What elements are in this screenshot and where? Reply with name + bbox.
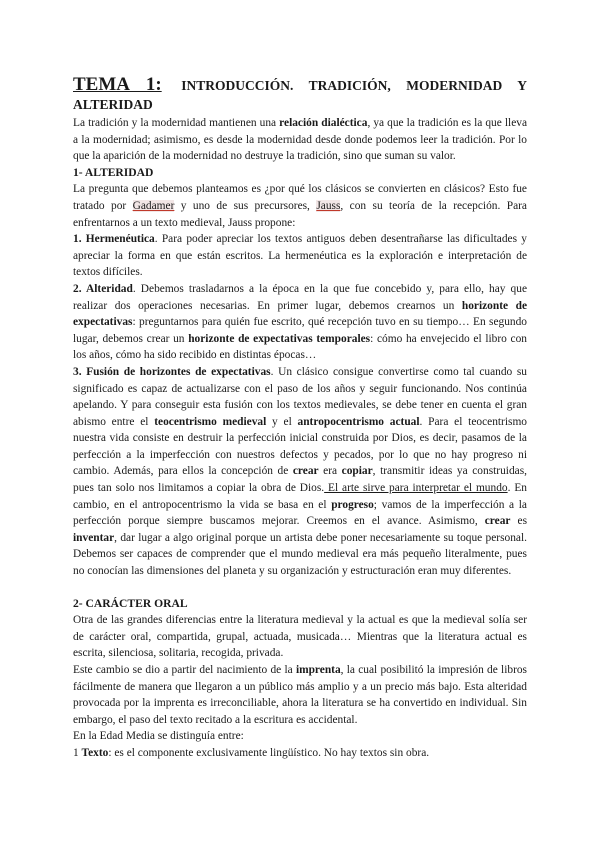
- title-line-2: ALTERIDAD: [73, 97, 153, 112]
- s2p2-text: Este cambio se dio a partir del nacimiento de la: [73, 664, 296, 676]
- intro-paragraph: [73, 115, 527, 165]
- item-1-label: 1. Hermenéutica: [73, 233, 155, 246]
- item-2-label: 2. Alteridad: [73, 282, 133, 295]
- gadamer-link: Gadamer: [132, 199, 175, 212]
- item-2-bold-1: horizonte de expectativas: [73, 299, 527, 329]
- item-3-text-c: y el: [266, 415, 298, 428]
- item-alteridad: [73, 281, 527, 364]
- section-2-paragraph-1: Otra de las grandes diferencias entre la literatura medieval y la actual es que la medieval solía ser de carácter oral, compartida, grupal, actuada, musicada… Mientras que la literatura actual es escrita, silenciosa, solitaria, recogida, privada.: [73, 614, 527, 660]
- s2p4-num: 1: [73, 746, 82, 759]
- item-3-bold-n: crear: [484, 515, 511, 528]
- item-fusion: [73, 364, 527, 580]
- item-3-text-q: , dar lugar a algo original porque un artista debe poner necesariamente su toque personal. Debemos ser capaces de comprender que el mundo medieval era más pequeño literalmente, pues no conocían las dimensiones del planeta y su organización y estructuración eran muy diferentes.: [73, 531, 527, 578]
- s2p2-text-2: , la cual posibilitó la impresión de libros fácilmente de manera que llegaron a un público más amplio y a un precio más bajo. Esta alteridad provocada por la imprenta es irreconciliable, ahora la literatura se ha convertido en individual. Sin embargo, el paso del texto recitado a la escritura es accidental.: [73, 664, 527, 726]
- title-line-1: INTRODUCCIÓN. TRADICIÓN, MODERNIDAD Y: [181, 78, 527, 93]
- item-3-text-g: era: [318, 465, 342, 478]
- s2p4-bold: Texto: [81, 746, 109, 759]
- s1p1-text: La pregunta que debemos planteamos es ¿por qué los clásicos se convierten en clásicos? Esto fue tratado por: [73, 183, 527, 212]
- section-2-heading: 2- CARÁCTER ORAL: [73, 596, 188, 610]
- section-2-paragraph-3: En la Edad Media se distinguía entre:: [73, 730, 244, 743]
- item-3-underlined: El arte sirve para interpretar el mundo: [324, 482, 508, 495]
- item-2-text-2: : preguntarnos para quién fue escrito, qué recepción tuvo en su tiempo… En segundo lugar, debemos crear un: [73, 316, 527, 345]
- intro-bold: relación dialéctica: [279, 117, 368, 129]
- section-1-heading: 1- ALTERIDAD: [73, 165, 154, 179]
- item-3-bold-f: crear: [292, 465, 319, 478]
- item-3-bold-b: teocentrismo medieval: [154, 415, 267, 428]
- item-2-bold-2: horizonte de expectativas temporales: [188, 332, 371, 345]
- document-page: [73, 76, 527, 762]
- s2p2-bold: imprenta: [295, 664, 341, 676]
- item-3-text-e: . Para el teocentrismo nuestra vida consiste en destruir la perfección inicial construida por Dios, es decir, pasamos de la perfección a la imperfección con nuestros defectos y pecados, por lo que no hay progreso ni cambio. Además, para ellos la concepción de: [73, 415, 528, 478]
- section-1-paragraph: [73, 181, 527, 231]
- section-gap: [73, 580, 527, 596]
- item-3-bold-p: inventar: [73, 531, 115, 544]
- section-2-paragraph-4: [73, 745, 527, 762]
- item-1-text: . Para poder apreciar los textos antiguos deben desentrañarse las dificultades y apreciar la forma en que están escritos. La hermenéutica es la exploración e interpretación de textos difíciles.: [73, 233, 527, 279]
- item-3-text-a: . Un clásico consigue convertirse como tal cuando su significado es capaz de actualizarse con el paso de los años y seguir funcionando. Nos continúa apelando. Y para conseguir esta fusión con los textos medievales, se debe tener en cuenta el gran abismo entre el: [73, 365, 527, 428]
- s1p1-text-2: y uno de sus precursores,: [174, 199, 317, 212]
- item-3-bold-l: progreso: [331, 498, 374, 511]
- intro-text-2: , ya que la tradición es la que lleva a la modernidad; asimismo, es desde la modernidad desde donde podemos leer la tradición. Por lo que la aparición de la modernidad no destruye la tradición, sino que suman su valor.: [73, 117, 527, 163]
- intro-text: La tradición y la modernidad mantienen una: [73, 117, 280, 129]
- item-3-bold-h: copiar: [341, 465, 373, 478]
- title-tema: TEMA 1:: [73, 74, 162, 95]
- item-hermeneutica: [73, 231, 527, 281]
- s1p1-text-3: , con su teoría de la recepción. Para enfrentarnos a un texto medieval, Jauss propone:: [73, 199, 527, 229]
- item-3-label: 3. Fusión de horizontes de expectativas: [73, 365, 271, 378]
- item-2-text: . Debemos trasladarnos a la época en la que fue concebido y, para ello, hay que realizar dos operaciones necesarias. En primer lugar, debemos crearnos un: [73, 282, 527, 312]
- s2p4-text: : es el componente exclusivamente lingüístico. No hay textos sin obra.: [108, 746, 430, 759]
- page-title: [73, 76, 527, 94]
- item-3-text-k: . En cambio, en el antropocentrismo la vida se basa en el: [73, 482, 527, 511]
- item-3-text-i: , transmitir ideas ya construidas, pues tan solo nos limitamos a copiar la obra de Dios.: [73, 465, 527, 495]
- item-2-text-3: : cómo ha envejecido el libro con los años, cómo ha sido recibido en distintas épocas…: [73, 332, 528, 362]
- section-2-paragraph-2: [73, 662, 527, 728]
- item-3-bold-d: antropocentrismo actual: [297, 415, 420, 428]
- jauss-link: Jauss: [316, 199, 341, 212]
- item-3-text-o: es: [510, 515, 528, 528]
- item-3-text-m: ; vamos de la imperfección a la perfección porque siempre buscamos mejorar. Creemos en el avance. Asimismo,: [73, 498, 527, 528]
